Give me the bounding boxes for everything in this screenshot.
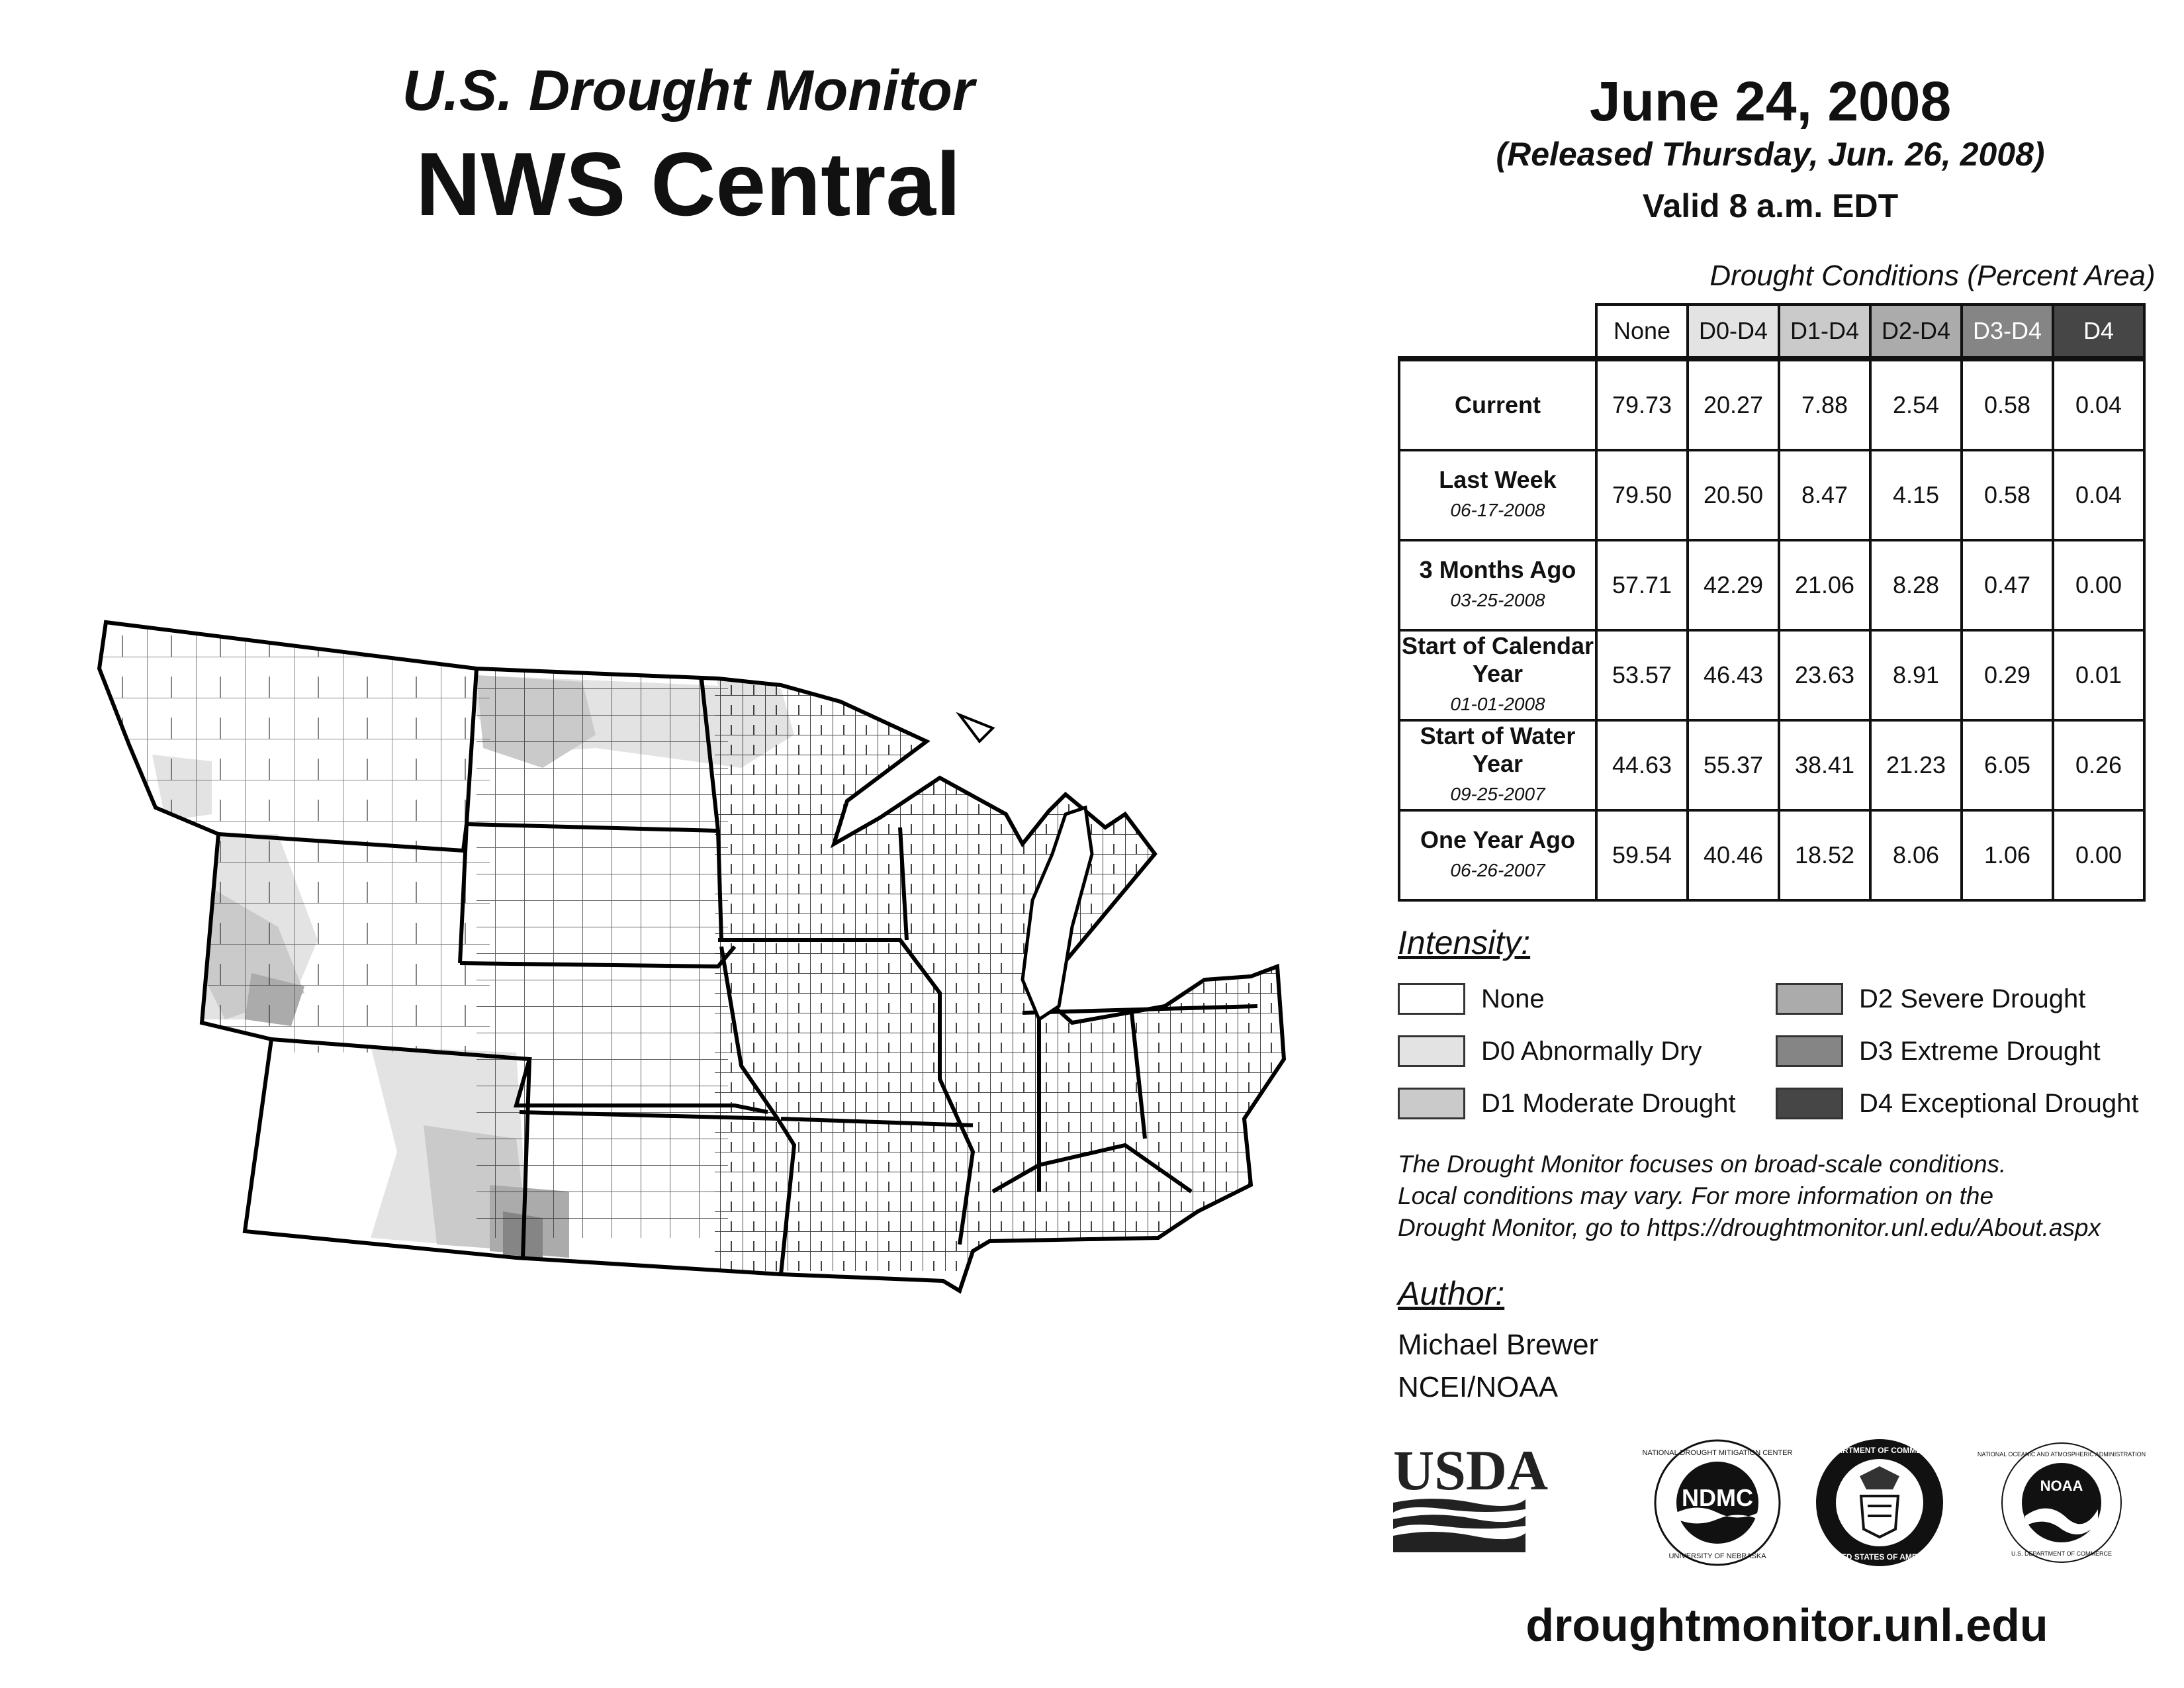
- table-cell: 0.58: [1962, 450, 2053, 540]
- legend-label: None: [1481, 984, 1545, 1013]
- row-label-text: 3 Months Ago: [1419, 556, 1576, 583]
- legend-item-d2: [1776, 983, 2085, 1015]
- legend-swatch: [1398, 983, 1465, 1015]
- row-label: [1399, 630, 1596, 720]
- row-label-text: Last Week: [1439, 466, 1557, 493]
- table-cell: 18.52: [1779, 810, 1870, 900]
- col-d4: D4: [2053, 305, 2144, 359]
- table-cell: 46.43: [1688, 630, 1779, 720]
- row-label: [1399, 359, 1596, 450]
- col-none: None: [1596, 305, 1688, 359]
- valid-time: Valid 8 a.m. EDT: [1642, 187, 1899, 224]
- table-cell: 0.00: [2053, 540, 2144, 630]
- svg-text:U.S. DEPARTMENT OF COMMERCE: U.S. DEPARTMENT OF COMMERCE: [2011, 1550, 2113, 1557]
- col-d3-d4: D3-D4: [1962, 305, 2053, 359]
- table-cell: 59.54: [1596, 810, 1688, 900]
- table-cell: 20.27: [1688, 359, 1779, 450]
- table-cell: 0.00: [2053, 810, 2144, 900]
- table-cell: 0.29: [1962, 630, 2053, 720]
- table-cell: 44.63: [1596, 720, 1688, 810]
- table-cell: 8.06: [1870, 810, 1962, 900]
- table-cell: 7.88: [1779, 359, 1870, 450]
- legend-label: D0 Abnormally Dry: [1481, 1036, 1702, 1066]
- drought-map: [0, 0, 1357, 1357]
- legend-swatch: [1776, 1035, 1843, 1067]
- map-title: NWS Central: [416, 134, 961, 234]
- note-line: The Drought Monitor focuses on broad-scale conditions.: [1398, 1150, 2007, 1178]
- legend-swatch: [1776, 983, 1843, 1015]
- release-date: (Released Thursday, Jun. 26, 2008): [1496, 136, 2045, 173]
- legend-item-d1: [1398, 1088, 1736, 1119]
- table-cell: 53.57: [1596, 630, 1688, 720]
- table-cell: 21.23: [1870, 720, 1962, 810]
- author-org: NCEI/NOAA: [1398, 1371, 1559, 1403]
- ndmc-logo: [1643, 1440, 1793, 1565]
- map-date: June 24, 2008: [1589, 70, 1952, 132]
- row-label-text: Current: [1454, 391, 1541, 418]
- svg-text:NOAA: NOAA: [2040, 1477, 2083, 1494]
- table-cell: 8.28: [1870, 540, 1962, 630]
- col-d2-d4: D2-D4: [1870, 305, 1962, 359]
- row-label: [1399, 540, 1596, 630]
- legend-heading: Intensity:: [1398, 924, 1531, 961]
- table-cell: 55.37: [1688, 720, 1779, 810]
- legend-item-d0: [1398, 1035, 1702, 1067]
- table-cell: 0.58: [1962, 359, 2053, 450]
- table-cell: 4.15: [1870, 450, 1962, 540]
- author-name: Michael Brewer: [1398, 1329, 1599, 1361]
- col-d1-d4: D1-D4: [1779, 305, 1870, 359]
- drought-conditions-table: [1398, 303, 2146, 902]
- table-cell: 79.73: [1596, 359, 1688, 450]
- legend-label: D4 Exceptional Drought: [1859, 1088, 2139, 1118]
- row-label-text: One Year Ago: [1420, 826, 1576, 853]
- svg-text:NATIONAL DROUGHT MITIGATION CE: NATIONAL DROUGHT MITIGATION CENTER: [1642, 1449, 1793, 1457]
- legend-item-d3: [1776, 1035, 2101, 1067]
- table-cell: 2.54: [1870, 359, 1962, 450]
- table-row: [1399, 359, 2144, 450]
- row-label: [1399, 810, 1596, 900]
- table-cell: 0.47: [1962, 540, 2053, 630]
- legend-swatch: [1776, 1088, 1843, 1119]
- table-row: [1399, 540, 2144, 630]
- row-label-text: Start of Water Year: [1420, 722, 1576, 777]
- table-cell: 21.06: [1779, 540, 1870, 630]
- table-cell: 0.04: [2053, 450, 2144, 540]
- row-label: [1399, 720, 1596, 810]
- row-date: 06-26-2007: [1450, 860, 1545, 880]
- agency-logos: [1393, 1436, 2174, 1569]
- legend-label: D3 Extreme Drought: [1859, 1036, 2101, 1066]
- legend-item-d4: [1776, 1088, 2138, 1119]
- table-cell: 8.47: [1779, 450, 1870, 540]
- table-cell: 40.46: [1688, 810, 1779, 900]
- table-cell: 0.01: [2053, 630, 2144, 720]
- svg-text:UNITED STATES OF AMERICA: UNITED STATES OF AMERICA: [1822, 1552, 1937, 1562]
- table-header-row: [1399, 305, 2144, 359]
- table-row: [1399, 450, 2144, 540]
- svg-text:NATIONAL OCEANIC AND ATMOSPHER: NATIONAL OCEANIC AND ATMOSPHERIC ADMINISTRATION: [1977, 1451, 2146, 1458]
- row-date: 01-01-2008: [1450, 694, 1545, 714]
- note-line: Local conditions may vary. For more information on the: [1398, 1182, 1994, 1209]
- svg-text:USDA: USDA: [1393, 1438, 1549, 1502]
- legend-label: D1 Moderate Drought: [1481, 1088, 1736, 1118]
- table-cell: 0.04: [2053, 359, 2144, 450]
- website-url: droughtmonitor.unl.edu: [1525, 1599, 2048, 1651]
- isle-royale: [960, 715, 993, 741]
- row-date: 09-25-2007: [1450, 784, 1545, 804]
- row-label-text: Start of Calendar Year: [1401, 632, 1594, 687]
- author-heading: Author:: [1398, 1275, 1505, 1312]
- author-block: [1398, 1324, 1598, 1409]
- table-row: [1399, 630, 2144, 720]
- row-date: 06-17-2008: [1450, 500, 1545, 520]
- table-cell: 6.05: [1962, 720, 2053, 810]
- table-row: [1399, 720, 2144, 810]
- disclaimer-note: [1398, 1149, 2159, 1244]
- table-cell: 1.06: [1962, 810, 2053, 900]
- usda-logo: [1393, 1438, 1548, 1552]
- table-cell: 79.50: [1596, 450, 1688, 540]
- table-cell: 42.29: [1688, 540, 1779, 630]
- table-cell: 57.71: [1596, 540, 1688, 630]
- legend-swatch: [1398, 1088, 1465, 1119]
- col-d0-d4: D0-D4: [1688, 305, 1779, 359]
- row-label: [1399, 450, 1596, 540]
- map-supertitle: U.S. Drought Monitor: [402, 59, 975, 122]
- row-date: 03-25-2008: [1450, 590, 1545, 610]
- svg-text:NDMC: NDMC: [1682, 1484, 1753, 1511]
- table-cell: 20.50: [1688, 450, 1779, 540]
- legend-label: D2 Severe Drought: [1859, 984, 2086, 1013]
- svg-text:DEPARTMENT OF COMMERCE: DEPARTMENT OF COMMERCE: [1821, 1446, 1938, 1455]
- table-cell: 23.63: [1779, 630, 1870, 720]
- table-cell: 8.91: [1870, 630, 1962, 720]
- table-caption: Drought Conditions (Percent Area): [1709, 259, 2156, 292]
- legend-swatch: [1398, 1035, 1465, 1067]
- table-cell: 0.26: [2053, 720, 2144, 810]
- noaa-logo: [1978, 1443, 2146, 1562]
- department-of-commerce-seal: [1816, 1439, 1943, 1566]
- table-cell: 38.41: [1779, 720, 1870, 810]
- legend-item-none: [1398, 983, 1545, 1015]
- note-line: Drought Monitor, go to https://droughtmonitor.unl.edu/About.aspx: [1398, 1214, 2101, 1241]
- table-corner: [1399, 305, 1596, 359]
- table-row: [1399, 810, 2144, 900]
- svg-text:UNIVERSITY OF NEBRASKA: UNIVERSITY OF NEBRASKA: [1668, 1552, 1766, 1560]
